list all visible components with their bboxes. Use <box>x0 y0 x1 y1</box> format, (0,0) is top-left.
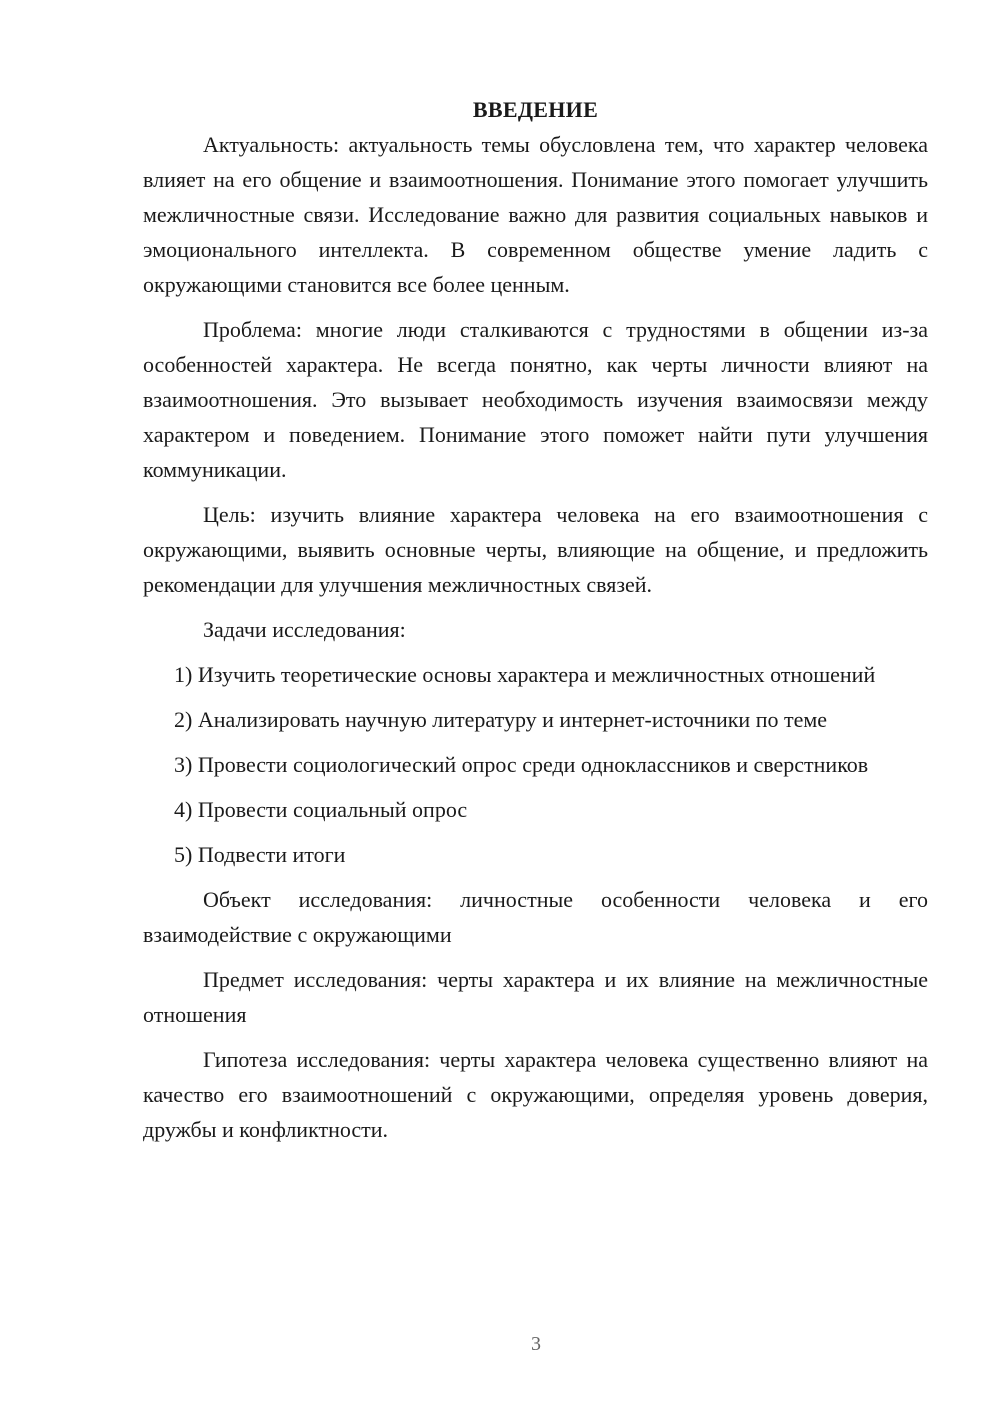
tasks-heading: Задачи исследования: <box>203 617 406 642</box>
task-item-4: 4) Провести социальный опрос <box>174 797 468 822</box>
page-number: 3 <box>531 1333 541 1355</box>
task-item-3: 3) Провести социологический опрос среди одноклассников и сверстников <box>174 752 869 777</box>
paragraph-subject: Предмет исследования: черты характера и их влияние на межличностные отношения <box>143 967 928 1027</box>
paragraph-problem: Проблема: многие люди сталкиваются с трудностями в общении из-за особенностей характера. Не всегда понятно, как черты личности влияют на взаимоотношения. Это вызывает необходимость изучения взаимосвязи между характером и поведением. Понимание этого поможет найти пути улучшения коммуникации. <box>143 317 928 482</box>
paragraph-goal: Цель: изучить влияние характера человека на его взаимоотношения с окружающими, выявить основные черты, влияющие на общение, и предложить рекомендации для улучшения межличностных связей. <box>143 502 928 597</box>
task-item-2: 2) Анализировать научную литературу и интернет-источники по теме <box>174 707 828 732</box>
paragraph-object: Объект исследования: личностные особенности человека и его взаимодействие с окружающими <box>143 887 928 947</box>
document-page <box>143 92 928 1157</box>
section-title: ВВЕДЕНИЕ <box>472 97 599 122</box>
task-item-1: 1) Изучить теоретические основы характера и межличностных отношений <box>174 662 876 687</box>
paragraph-relevance: Актуальность: актуальность темы обусловлена тем, что характер человека влияет на его общение и взаимоотношения. Понимание этого помогает улучшить межличностные связи. Исследование важно для развития социальных навыков и эмоционального интеллекта. В современном обществе умение ладить с окружающими становится все более ценным. <box>143 132 928 297</box>
paragraph-hypothesis: Гипотеза исследования: черты характера человека существенно влияют на качество его взаимоотношений с окружающими, определяя уровень доверия, дружбы и конфликтности. <box>143 1047 928 1142</box>
task-item-5: 5) Подвести итоги <box>174 842 346 867</box>
